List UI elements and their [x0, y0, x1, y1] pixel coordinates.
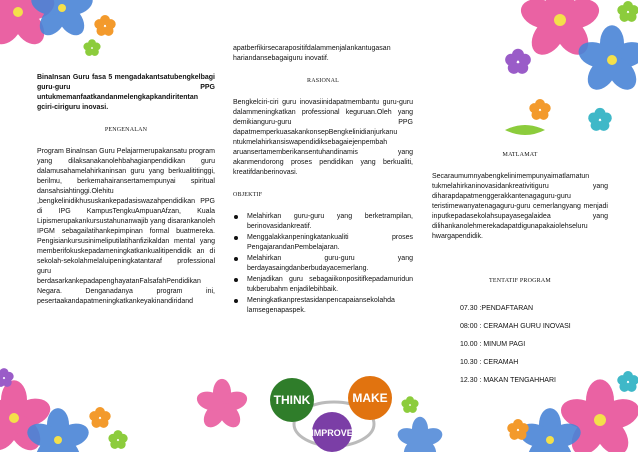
schedule-item: 08:00 : CERAMAH GURU INOVASI: [460, 323, 571, 330]
list-item: Meningkatkanprestasidanpencapaiansekolahda lamsegenapaspek.: [233, 296, 413, 316]
make-label: MAKE: [352, 391, 388, 405]
bullet-icon: [234, 215, 238, 219]
continued-text: apatberfikirsecarapositifdalammenjalankantugasan hariandansebagaiguru inovatif.: [233, 45, 391, 62]
schedule-item: 10.30 : CERAMAH: [460, 359, 519, 366]
flower-top-right-blue: [575, 25, 638, 95]
rasional-heading: RASIONAL: [307, 78, 339, 84]
schedule-item: 07.30 :PENDAFTARAN: [460, 305, 534, 312]
rasional-body: Bengkelciri-ciri guru inovasiinidapatmembantu guru-guru dalammeningkatkan professional keguruan.Oleh yang demikianguru-guru PPG dapatmemperkuasakankonsepBengkelinidianjurkanu ntukmelahirkansiswapendidiksebagaiejenpembah aruansertamemberikansentuhandinamis yang akanmendorong proses pendidikan yang berkualiti, kreatifdanberinovasi.: [233, 99, 413, 176]
schedule-item: 12.30 : MAKAN TENGAHHARI: [460, 377, 556, 384]
flower-bottom-left-blue: [24, 408, 91, 452]
think-circle: [270, 378, 314, 422]
panel-right: [432, 150, 608, 394]
bullet-icon: [234, 278, 238, 282]
bullet-icon: [234, 257, 238, 261]
panel-left: [37, 73, 215, 307]
pengenalan-body: Program BinaInsan Guru Pelajarmerupakansatu program yang dilaksanakanolehbahagianpendidikan guru dalamusahamelahirkaninsan guru yang berkualititinggi, berilmu, berkemahairansertamempunyai spiritual dansahsiahtinggi.Olehitu ,bengkelinidikhususkankepadasiswazahpendidikan PPG di IPG KampusTengkuAmpuanAfzan, Kuala Lipismerupakankursustahunanwajib yang disarankanoleh IPGM sebagailatihankepimpinan formal buatmereka. Pengisiankursusinimeliputilatihanfizikaldan mental yang memberifokuskepadameningkatkankualitipendidik an di sekolah-sekolahmelaluipeningkatantaraf professional guru berdasarkankepadapenghayatanFalsafahPendidikan Negara. Denganadanya program ini, pesertaakandapatmeningkatkankeyakinandiridand: [37, 148, 215, 305]
schedule-list: [432, 304, 608, 386]
list-item: Melahirkan guru-guru yang berdayasaingdanberbudayacemerlang.: [233, 254, 413, 274]
flower-bottom-right-blue: [516, 408, 583, 452]
intro-text: BinaInsan Guru fasa 5 mengadakantsatubengkelbagi guru-guru PPG untukmemanfaatkandanmelengkapkandiritentan gciri-ciriguru inovasi.: [37, 74, 215, 111]
list-item: Menjadikan guru sebagaiikonpositifkepadamuridun tukberubahm enjadilebihbaik.: [233, 275, 413, 295]
improve-label: IMPROVE: [311, 428, 353, 438]
panel-middle: [233, 44, 413, 317]
list-item: Menggalakkanpeningkatankualiti proses PengajarandanPembelajaran.: [233, 233, 413, 253]
pengenalan-heading: PENGENALAN: [104, 127, 148, 133]
flower-top-right-pink: [517, 0, 603, 61]
tentatif-heading: TENTATIF PROGRAM: [489, 278, 551, 284]
flower-bottom-left-pink: [0, 380, 54, 452]
flower-top-left-blue: [28, 0, 95, 40]
objektif-list: [233, 212, 413, 316]
matlamat-body: Secaraumumnyabengkelinimempunyaimatlamatun tukmelahirkaninovasidankreativitiguru yang diharapdapatmenggerakkantenagaguru-guru teristimewanyatenagaguru-guru cemerlangyang menjadi inputkepadasekolahsupayasegalaidea yang dilihankanolehmerekadapatdigunapakaiolehseluru hwargapendidik.: [432, 173, 608, 240]
list-item: Melahirkan guru-guru yang berketrampilan, berinovasidankreatif.: [233, 212, 413, 232]
objektif-heading: OBJEKTIF: [233, 192, 263, 198]
think-label: THINK: [273, 393, 311, 407]
bullet-icon: [234, 236, 238, 240]
make-circle: [348, 376, 392, 420]
flower-top-left-pink: [0, 0, 58, 50]
bullet-icon: [234, 299, 238, 303]
matlamat-heading: MATLAMAT: [502, 152, 538, 158]
think-make-improve-graphic: [262, 376, 406, 452]
schedule-item: 10.00 : MINUM PAGI: [460, 341, 526, 348]
